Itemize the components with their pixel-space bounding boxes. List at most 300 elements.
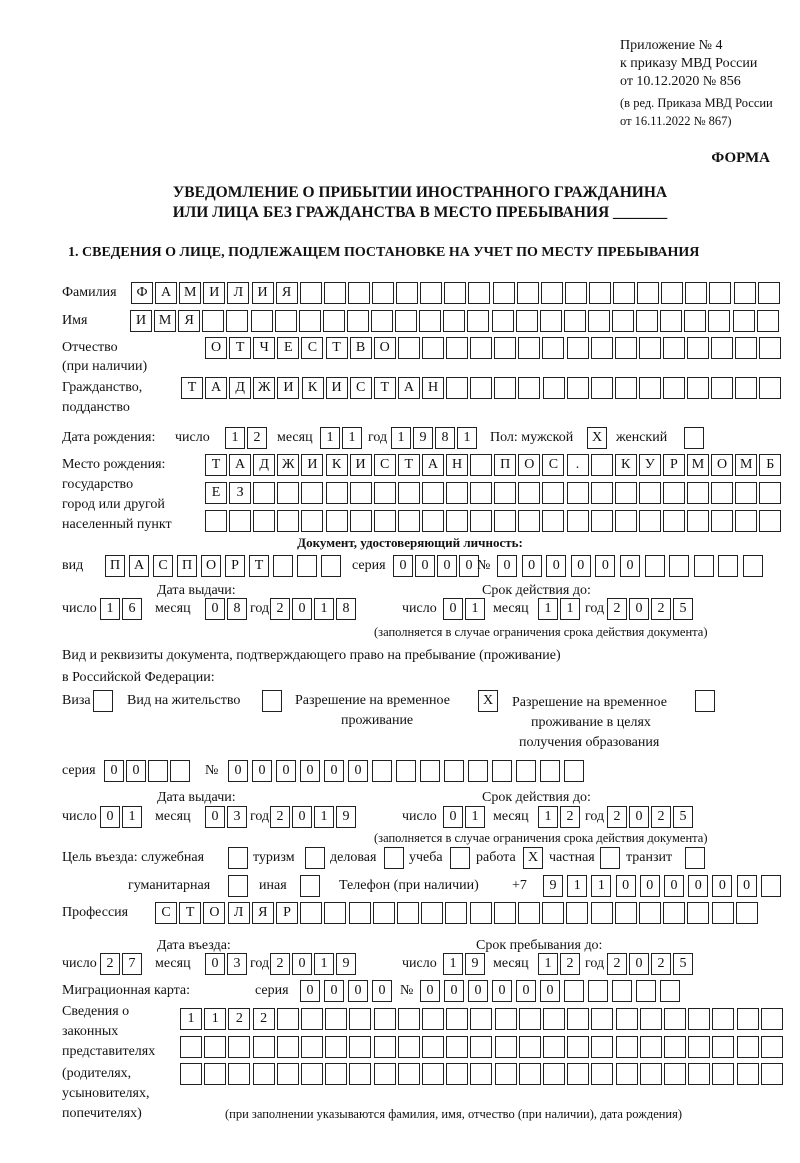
char-box[interactable] <box>737 1008 759 1030</box>
char-box[interactable] <box>639 510 661 532</box>
char-box[interactable] <box>567 1008 589 1030</box>
char-box[interactable] <box>373 902 395 924</box>
char-box[interactable] <box>301 1036 323 1058</box>
char-box[interactable]: 0 <box>688 875 708 897</box>
char-box[interactable]: 1 <box>204 1008 226 1030</box>
char-box[interactable]: С <box>374 454 396 476</box>
char-box[interactable]: 2 <box>270 598 290 620</box>
char-box[interactable]: Я <box>252 902 274 924</box>
char-box[interactable] <box>591 1063 613 1085</box>
char-box[interactable] <box>639 337 661 359</box>
char-box[interactable]: И <box>350 454 372 476</box>
char-box[interactable] <box>324 902 346 924</box>
char-box[interactable]: 0 <box>620 555 640 577</box>
char-box[interactable] <box>350 482 372 504</box>
char-box[interactable] <box>422 1008 444 1030</box>
char-box[interactable] <box>735 377 757 399</box>
char-box[interactable] <box>737 1063 759 1085</box>
char-box[interactable]: П <box>494 454 516 476</box>
char-box[interactable] <box>518 377 540 399</box>
char-box[interactable] <box>349 1008 371 1030</box>
char-box[interactable] <box>567 1063 589 1085</box>
char-box[interactable]: М <box>687 454 709 476</box>
char-box[interactable] <box>398 1008 420 1030</box>
char-box[interactable]: 0 <box>372 980 392 1002</box>
char-box[interactable] <box>301 482 323 504</box>
char-box[interactable]: Л <box>228 902 250 924</box>
char-box[interactable]: К <box>326 454 348 476</box>
char-box[interactable] <box>695 690 715 712</box>
char-box[interactable] <box>736 902 758 924</box>
char-box[interactable] <box>687 337 709 359</box>
char-box[interactable] <box>348 282 370 304</box>
char-box[interactable] <box>470 454 492 476</box>
char-box[interactable] <box>661 282 683 304</box>
char-box[interactable] <box>734 282 756 304</box>
char-box[interactable]: X <box>523 847 543 869</box>
char-box[interactable]: 0 <box>348 760 368 782</box>
char-box[interactable] <box>446 1008 468 1030</box>
char-box[interactable] <box>613 282 635 304</box>
char-box[interactable] <box>663 482 685 504</box>
char-box[interactable] <box>616 1008 638 1030</box>
char-box[interactable]: Т <box>249 555 269 577</box>
char-box[interactable]: 2 <box>651 953 671 975</box>
char-box[interactable] <box>299 310 321 332</box>
char-box[interactable] <box>445 902 467 924</box>
char-box[interactable]: З <box>229 482 251 504</box>
char-box[interactable] <box>639 377 661 399</box>
char-box[interactable]: 5 <box>673 598 693 620</box>
char-box[interactable] <box>616 1063 638 1085</box>
char-box[interactable] <box>518 337 540 359</box>
char-box[interactable]: С <box>542 454 564 476</box>
char-box[interactable] <box>663 377 685 399</box>
char-box[interactable]: Р <box>225 555 245 577</box>
char-box[interactable] <box>564 760 584 782</box>
char-box[interactable] <box>761 875 781 897</box>
char-box[interactable]: А <box>229 454 251 476</box>
char-box[interactable]: 0 <box>444 980 464 1002</box>
char-box[interactable]: Я <box>276 282 298 304</box>
char-box[interactable] <box>93 690 113 712</box>
char-box[interactable] <box>444 282 466 304</box>
char-box[interactable] <box>567 510 589 532</box>
char-box[interactable]: 0 <box>104 760 124 782</box>
char-box[interactable]: X <box>478 690 498 712</box>
char-box[interactable] <box>349 902 371 924</box>
char-box[interactable] <box>669 555 689 577</box>
char-box[interactable] <box>735 482 757 504</box>
char-box[interactable]: Ч <box>253 337 275 359</box>
char-box[interactable] <box>616 1036 638 1058</box>
char-box[interactable] <box>470 902 492 924</box>
char-box[interactable] <box>688 1063 710 1085</box>
char-box[interactable]: 9 <box>336 806 356 828</box>
char-box[interactable]: 0 <box>420 980 440 1002</box>
char-box[interactable] <box>325 1008 347 1030</box>
char-box[interactable] <box>419 310 441 332</box>
char-box[interactable]: 9 <box>336 953 356 975</box>
char-box[interactable]: 1 <box>100 598 120 620</box>
char-box[interactable]: 1 <box>342 427 362 449</box>
char-box[interactable] <box>540 760 560 782</box>
char-box[interactable] <box>759 510 781 532</box>
char-box[interactable]: И <box>301 454 323 476</box>
char-box[interactable] <box>398 1036 420 1058</box>
char-box[interactable] <box>591 454 613 476</box>
char-box[interactable] <box>450 847 470 869</box>
char-box[interactable] <box>446 337 468 359</box>
char-box[interactable] <box>323 310 345 332</box>
char-box[interactable] <box>253 1063 275 1085</box>
char-box[interactable] <box>470 1008 492 1030</box>
char-box[interactable] <box>711 510 733 532</box>
char-box[interactable]: 0 <box>522 555 542 577</box>
char-box[interactable]: 0 <box>205 598 225 620</box>
char-box[interactable]: О <box>374 337 396 359</box>
char-box[interactable] <box>470 377 492 399</box>
char-box[interactable] <box>684 427 704 449</box>
char-box[interactable] <box>688 1008 710 1030</box>
char-box[interactable]: 5 <box>673 953 693 975</box>
char-box[interactable]: 0 <box>252 760 272 782</box>
char-box[interactable] <box>591 510 613 532</box>
char-box[interactable] <box>743 555 763 577</box>
char-box[interactable] <box>517 282 539 304</box>
char-box[interactable]: О <box>203 902 225 924</box>
char-box[interactable]: 1 <box>465 598 485 620</box>
char-box[interactable] <box>422 337 444 359</box>
char-box[interactable]: 1 <box>538 953 558 975</box>
char-box[interactable]: 0 <box>640 875 660 897</box>
char-box[interactable]: И <box>277 377 299 399</box>
char-box[interactable] <box>277 1008 299 1030</box>
char-box[interactable] <box>349 1063 371 1085</box>
char-box[interactable]: . <box>567 454 589 476</box>
char-box[interactable]: У <box>639 454 661 476</box>
char-box[interactable] <box>640 1036 662 1058</box>
char-box[interactable]: 0 <box>228 760 248 782</box>
char-box[interactable] <box>543 1036 565 1058</box>
char-box[interactable]: Т <box>229 337 251 359</box>
char-box[interactable]: А <box>422 454 444 476</box>
char-box[interactable]: 1 <box>122 806 142 828</box>
char-box[interactable]: 0 <box>443 598 463 620</box>
char-box[interactable]: 1 <box>225 427 245 449</box>
char-box[interactable]: Н <box>446 454 468 476</box>
char-box[interactable] <box>372 282 394 304</box>
char-box[interactable]: П <box>177 555 197 577</box>
char-box[interactable] <box>637 282 659 304</box>
char-box[interactable]: 0 <box>712 875 732 897</box>
char-box[interactable]: О <box>711 454 733 476</box>
char-box[interactable]: 1 <box>538 806 558 828</box>
char-box[interactable]: 0 <box>516 980 536 1002</box>
char-box[interactable]: 1 <box>591 875 611 897</box>
char-box[interactable] <box>516 760 536 782</box>
char-box[interactable] <box>301 1008 323 1030</box>
char-box[interactable]: 8 <box>336 598 356 620</box>
char-box[interactable] <box>519 1036 541 1058</box>
char-box[interactable]: 5 <box>673 806 693 828</box>
char-box[interactable] <box>444 760 464 782</box>
char-box[interactable] <box>615 337 637 359</box>
char-box[interactable] <box>180 1036 202 1058</box>
char-box[interactable]: К <box>302 377 324 399</box>
char-box[interactable] <box>384 847 404 869</box>
char-box[interactable] <box>664 1063 686 1085</box>
char-box[interactable] <box>396 760 416 782</box>
char-box[interactable] <box>253 510 275 532</box>
char-box[interactable]: 0 <box>540 980 560 1002</box>
char-box[interactable] <box>395 310 417 332</box>
char-box[interactable] <box>540 310 562 332</box>
char-box[interactable] <box>251 310 273 332</box>
char-box[interactable] <box>759 337 781 359</box>
char-box[interactable]: 9 <box>413 427 433 449</box>
char-box[interactable] <box>467 310 489 332</box>
char-box[interactable] <box>180 1063 202 1085</box>
char-box[interactable]: Л <box>227 282 249 304</box>
char-box[interactable] <box>687 482 709 504</box>
char-box[interactable] <box>494 337 516 359</box>
char-box[interactable] <box>422 482 444 504</box>
char-box[interactable] <box>664 1036 686 1058</box>
char-box[interactable] <box>718 555 738 577</box>
char-box[interactable]: 2 <box>270 953 290 975</box>
char-box[interactable] <box>759 377 781 399</box>
char-box[interactable]: 0 <box>205 953 225 975</box>
char-box[interactable] <box>694 555 714 577</box>
char-box[interactable]: П <box>105 555 125 577</box>
char-box[interactable]: Ф <box>131 282 153 304</box>
char-box[interactable] <box>518 902 540 924</box>
char-box[interactable]: А <box>129 555 149 577</box>
char-box[interactable] <box>228 847 248 869</box>
char-box[interactable] <box>591 482 613 504</box>
char-box[interactable]: И <box>326 377 348 399</box>
char-box[interactable] <box>588 980 608 1002</box>
char-box[interactable] <box>205 510 227 532</box>
char-box[interactable]: 0 <box>324 980 344 1002</box>
char-box[interactable] <box>262 690 282 712</box>
char-box[interactable]: Ж <box>277 454 299 476</box>
char-box[interactable] <box>519 1063 541 1085</box>
char-box[interactable]: В <box>350 337 372 359</box>
char-box[interactable] <box>494 510 516 532</box>
char-box[interactable] <box>396 282 418 304</box>
char-box[interactable]: 1 <box>314 806 334 828</box>
char-box[interactable]: 1 <box>538 598 558 620</box>
char-box[interactable]: С <box>350 377 372 399</box>
char-box[interactable] <box>422 1036 444 1058</box>
char-box[interactable]: 2 <box>100 953 120 975</box>
char-box[interactable] <box>371 310 393 332</box>
char-box[interactable]: 0 <box>205 806 225 828</box>
char-box[interactable] <box>253 482 275 504</box>
char-box[interactable] <box>588 310 610 332</box>
char-box[interactable] <box>591 377 613 399</box>
char-box[interactable]: М <box>154 310 176 332</box>
char-box[interactable]: 3 <box>227 953 247 975</box>
char-box[interactable]: 0 <box>437 555 457 577</box>
char-box[interactable] <box>636 980 656 1002</box>
char-box[interactable] <box>443 310 465 332</box>
char-box[interactable] <box>325 1036 347 1058</box>
char-box[interactable] <box>421 902 443 924</box>
char-box[interactable]: О <box>518 454 540 476</box>
char-box[interactable]: Ж <box>253 377 275 399</box>
char-box[interactable]: 1 <box>314 953 334 975</box>
char-box[interactable] <box>589 282 611 304</box>
char-box[interactable] <box>350 510 372 532</box>
char-box[interactable] <box>761 1008 783 1030</box>
char-box[interactable] <box>564 980 584 1002</box>
char-box[interactable]: 0 <box>443 806 463 828</box>
char-box[interactable] <box>639 902 661 924</box>
char-box[interactable]: 0 <box>629 953 649 975</box>
char-box[interactable]: К <box>615 454 637 476</box>
char-box[interactable] <box>374 510 396 532</box>
char-box[interactable]: 8 <box>435 427 455 449</box>
char-box[interactable]: 0 <box>468 980 488 1002</box>
char-box[interactable] <box>684 310 706 332</box>
char-box[interactable] <box>711 337 733 359</box>
char-box[interactable]: 6 <box>122 598 142 620</box>
char-box[interactable]: 0 <box>546 555 566 577</box>
char-box[interactable] <box>277 482 299 504</box>
char-box[interactable] <box>228 1036 250 1058</box>
char-box[interactable]: А <box>155 282 177 304</box>
char-box[interactable]: М <box>179 282 201 304</box>
char-box[interactable] <box>733 310 755 332</box>
char-box[interactable]: Н <box>422 377 444 399</box>
char-box[interactable] <box>495 1036 517 1058</box>
char-box[interactable] <box>757 310 779 332</box>
char-box[interactable] <box>420 282 442 304</box>
char-box[interactable] <box>542 902 564 924</box>
char-box[interactable] <box>347 310 369 332</box>
char-box[interactable] <box>253 1036 275 1058</box>
char-box[interactable] <box>349 1036 371 1058</box>
char-box[interactable] <box>326 482 348 504</box>
char-box[interactable] <box>422 510 444 532</box>
char-box[interactable] <box>468 282 490 304</box>
char-box[interactable] <box>446 1063 468 1085</box>
char-box[interactable]: О <box>201 555 221 577</box>
char-box[interactable] <box>636 310 658 332</box>
char-box[interactable]: 2 <box>560 806 580 828</box>
char-box[interactable] <box>470 510 492 532</box>
char-box[interactable] <box>687 902 709 924</box>
char-box[interactable]: 7 <box>122 953 142 975</box>
char-box[interactable] <box>277 510 299 532</box>
char-box[interactable] <box>543 377 565 399</box>
char-box[interactable] <box>470 1063 492 1085</box>
char-box[interactable]: Т <box>374 377 396 399</box>
char-box[interactable] <box>615 482 637 504</box>
char-box[interactable] <box>640 1063 662 1085</box>
char-box[interactable]: 1 <box>457 427 477 449</box>
char-box[interactable] <box>446 510 468 532</box>
char-box[interactable]: 0 <box>497 555 517 577</box>
char-box[interactable] <box>301 1063 323 1085</box>
char-box[interactable] <box>493 282 515 304</box>
char-box[interactable] <box>615 510 637 532</box>
char-box[interactable]: 0 <box>629 598 649 620</box>
char-box[interactable] <box>446 1036 468 1058</box>
char-box[interactable] <box>470 482 492 504</box>
char-box[interactable] <box>446 482 468 504</box>
char-box[interactable]: 1 <box>314 598 334 620</box>
char-box[interactable] <box>204 1036 226 1058</box>
char-box[interactable] <box>204 1063 226 1085</box>
char-box[interactable] <box>300 902 322 924</box>
char-box[interactable] <box>300 282 322 304</box>
char-box[interactable]: И <box>252 282 274 304</box>
char-box[interactable] <box>494 482 516 504</box>
char-box[interactable]: 0 <box>629 806 649 828</box>
char-box[interactable] <box>492 760 512 782</box>
char-box[interactable] <box>372 760 392 782</box>
char-box[interactable] <box>591 1036 613 1058</box>
char-box[interactable] <box>229 510 251 532</box>
char-box[interactable] <box>600 847 620 869</box>
char-box[interactable] <box>761 1036 783 1058</box>
char-box[interactable]: Т <box>181 377 203 399</box>
char-box[interactable]: 1 <box>391 427 411 449</box>
char-box[interactable] <box>326 510 348 532</box>
char-box[interactable]: 8 <box>227 598 247 620</box>
char-box[interactable]: Р <box>663 454 685 476</box>
char-box[interactable] <box>541 282 563 304</box>
char-box[interactable] <box>567 482 589 504</box>
char-box[interactable]: 9 <box>543 875 563 897</box>
char-box[interactable] <box>543 1008 565 1030</box>
char-box[interactable]: С <box>155 902 177 924</box>
char-box[interactable] <box>398 1063 420 1085</box>
char-box[interactable] <box>518 510 540 532</box>
char-box[interactable] <box>374 1008 396 1030</box>
char-box[interactable] <box>297 555 317 577</box>
char-box[interactable] <box>712 902 734 924</box>
char-box[interactable] <box>277 1036 299 1058</box>
char-box[interactable] <box>615 902 637 924</box>
char-box[interactable] <box>495 1008 517 1030</box>
char-box[interactable]: 0 <box>393 555 413 577</box>
char-box[interactable] <box>321 555 341 577</box>
char-box[interactable]: 2 <box>270 806 290 828</box>
char-box[interactable]: 0 <box>300 980 320 1002</box>
char-box[interactable]: М <box>735 454 757 476</box>
char-box[interactable]: Е <box>277 337 299 359</box>
char-box[interactable]: Д <box>253 454 275 476</box>
char-box[interactable]: 1 <box>443 953 463 975</box>
char-box[interactable]: 0 <box>595 555 615 577</box>
char-box[interactable]: 1 <box>560 598 580 620</box>
char-box[interactable] <box>709 282 731 304</box>
char-box[interactable]: 2 <box>228 1008 250 1030</box>
char-box[interactable] <box>687 510 709 532</box>
char-box[interactable]: 1 <box>180 1008 202 1030</box>
char-box[interactable] <box>148 760 168 782</box>
char-box[interactable]: 9 <box>465 953 485 975</box>
char-box[interactable] <box>660 310 682 332</box>
char-box[interactable]: О <box>205 337 227 359</box>
char-box[interactable] <box>685 847 705 869</box>
char-box[interactable] <box>305 847 325 869</box>
